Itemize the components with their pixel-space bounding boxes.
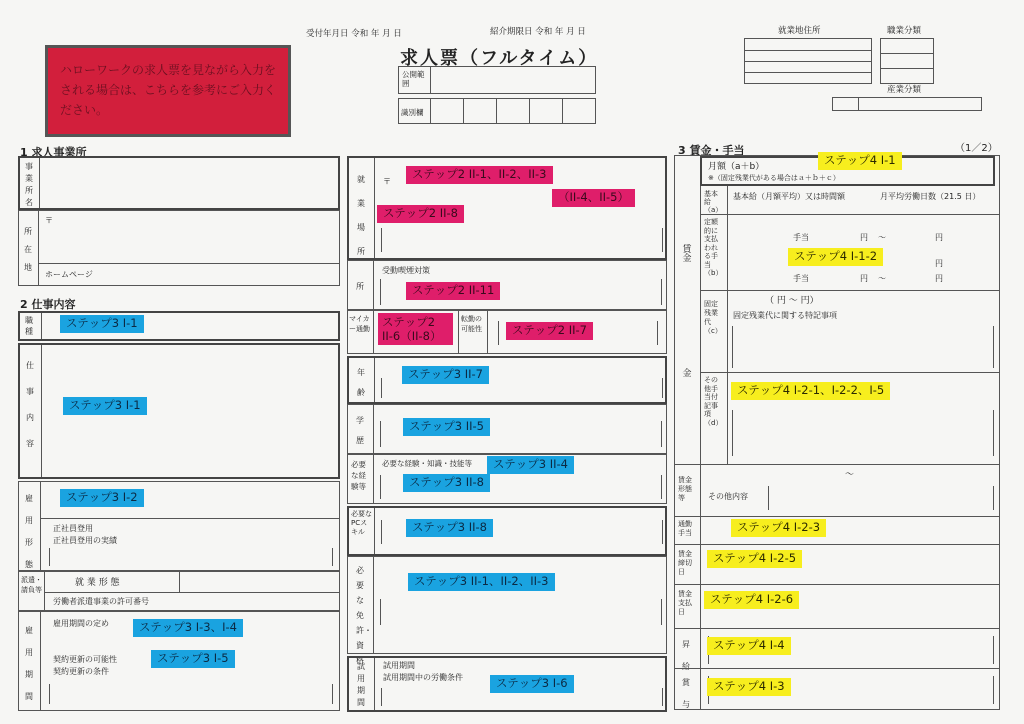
trial-conditions-label: 試用期間中の労働条件 — [383, 673, 463, 682]
other-content-label: その他内容 — [708, 492, 748, 501]
fixed-allow-label: 定額的に支払われる手当（b） — [704, 218, 723, 277]
step-highlight-renewal: ステップ3 I-5 — [151, 650, 235, 668]
step-highlight-workplace-2: （II-4、II-5） — [552, 189, 635, 207]
step-highlight-pc-skill: ステップ3 II-8 — [406, 519, 493, 537]
license-row — [347, 556, 667, 665]
trial-period-label: 試用期間 — [383, 661, 415, 670]
yen-4: 円 — [860, 274, 868, 283]
renewal-possible-label: 契約更新の可能性 — [53, 655, 117, 664]
dispatch-license-label: 労働者派遣事業の許可番号 — [53, 597, 149, 606]
step-highlight-closing: ステップ4 I-2-5 — [707, 550, 802, 568]
step-highlight-period-rule: ステップ3 I-3、I-4 — [133, 619, 243, 637]
yen-2: 円 — [935, 233, 943, 242]
step-highlight-smoking: ステップ2 II-11 — [406, 282, 500, 300]
commute-label: 通勤手当 — [678, 520, 692, 537]
employment-period-label: 雇用期間 — [19, 612, 41, 710]
mycar-label: マイカー通勤 — [348, 311, 374, 353]
step-highlight-workplace-3: ステップ2 II-8 — [377, 205, 464, 223]
renewal-conditions-label: 契約更新の条件 — [53, 667, 109, 676]
raise-label: 昇給 — [682, 640, 690, 671]
pc-skill-label: 必要なPCスキル — [349, 508, 375, 554]
fixed-overtime-label: 固定残業代（c） — [704, 300, 722, 335]
step-highlight-raise: ステップ4 I-4 — [707, 637, 791, 655]
employment-type-label: 雇用形態 — [19, 482, 41, 570]
industry-class-box — [832, 97, 982, 111]
step-highlight-payday: ステップ4 I-2-6 — [704, 591, 799, 609]
regular-hire-label: 正社員登用 — [53, 524, 93, 533]
address-postal: 〒 — [45, 216, 53, 225]
homepage-label: ホームページ — [45, 270, 93, 279]
transfer-label: 転勤の可能性 — [458, 311, 488, 353]
step-highlight-job-content: ステップ3 I-1 — [63, 397, 147, 415]
step-highlight-education: ステップ3 II-5 — [403, 418, 490, 436]
address-row — [18, 210, 340, 286]
pc-skill-row — [347, 506, 667, 556]
smoking-row: 所 受動喫煙対策 — [347, 260, 667, 310]
basic-text: 基本給（月額平均）又は時間額 — [733, 192, 845, 201]
regular-hire-record-label: 正社員登用の実績 — [53, 536, 117, 545]
work-location-label: 就業地住所 — [778, 26, 821, 36]
tilde-2: 〜 — [878, 274, 886, 283]
step-highlight-monthly: ステップ4 I-1 — [818, 152, 902, 170]
page-number: （1／2） — [955, 143, 998, 154]
license-label: 必要な免許・資格 — [348, 557, 374, 653]
dispatch-row — [18, 571, 340, 611]
id-label: 識別欄 — [399, 99, 431, 123]
step-highlight-fixed-allow: ステップ4 I-1-2 — [788, 248, 883, 266]
step-highlight-transfer: ステップ2 II-7 — [506, 322, 593, 340]
notice-text: ハローワークの求人票を見ながら入力をされる場合は、こちらを参考にご入力ください。 — [60, 63, 277, 117]
section3-title: 3 賃金・手当 — [678, 144, 745, 157]
job-type-label: 職種 — [20, 313, 42, 339]
public-range-box — [398, 66, 596, 94]
address-label: 所在地 — [19, 211, 39, 285]
step-highlight-commute: ステップ4 I-2-3 — [731, 519, 826, 537]
step-highlight-other-allow: ステップ4 I-2-1、I-2-2、I-5 — [731, 382, 890, 400]
work-form-label: 就 業 形 態 — [75, 578, 120, 588]
step-highlight-experience-2: ステップ3 II-8 — [403, 474, 490, 492]
step-highlight-license: ステップ3 II-1、II-2、II-3 — [408, 573, 555, 591]
monthly-label: 月額（a＋b） — [708, 162, 765, 172]
work-location-box — [744, 38, 872, 84]
notice-box — [45, 45, 291, 137]
closing-label: 賃金締切日 — [678, 550, 692, 576]
wage-form-label: 賃金形態等 — [678, 476, 692, 502]
step-highlight-employment-type: ステップ3 I-2 — [60, 489, 144, 507]
bonus-label: 賞与 — [682, 678, 690, 709]
workplace-label: 就業場所 — [349, 158, 375, 258]
public-range-label: 公開範囲 — [399, 67, 431, 93]
education-label: 学歴 — [348, 405, 374, 453]
basic-label: 基本給（a） — [704, 190, 723, 214]
experience-label: 必要な経験等 — [348, 455, 374, 503]
industry-class-label: 産業分類 — [887, 85, 922, 95]
smoking-label: 受動喫煙対策 — [382, 266, 430, 275]
payday-label: 賃金支払日 — [678, 590, 692, 616]
id-box — [398, 98, 596, 124]
step-highlight-experience-1: ステップ3 II-4 — [487, 456, 574, 474]
page-title: 求人票（フルタイム） — [400, 48, 599, 69]
other-allow-label: その他手当付記事項（d） — [704, 376, 723, 427]
period-rule-label: 雇用期間の定め — [53, 619, 109, 628]
yen-5: 円 — [935, 274, 943, 283]
yen-1: 円 — [860, 233, 868, 242]
office-name-label: 事業所名 — [20, 158, 40, 208]
monthly-note: ※（固定残業代がある場合はａ＋ｂ＋ｃ） — [708, 174, 840, 182]
avg-days: 月平均労働日数（21.5 日） — [880, 192, 981, 201]
trial-label: 試用期間 — [349, 658, 375, 710]
tilde-1: 〜 — [878, 233, 886, 242]
dispatch-label: 派遣・請負等 — [19, 572, 45, 610]
workplace-postal: 〒 — [383, 177, 391, 186]
wage-label: 賃金 — [682, 245, 692, 264]
section1-title: 1 求人事業所 — [20, 146, 87, 159]
age-row — [347, 356, 667, 404]
overtime-range: （ 円 〜 円） — [765, 296, 819, 306]
step-highlight-bonus: ステップ4 I-3 — [707, 678, 791, 696]
overtime-note: 固定残業代に関する特記事項 — [733, 311, 837, 320]
step-highlight-mycar: ステップ2 II-6（II-8） — [378, 313, 453, 345]
referral-deadline: 紹介期限日 令和 年 月 日 — [490, 27, 586, 37]
age-label: 年齢 — [349, 358, 375, 402]
job-class-box — [880, 38, 934, 84]
step-highlight-workplace-1: ステップ2 II-1、II-2、II-3 — [406, 166, 553, 184]
office-name-row — [18, 156, 340, 210]
experience-sub-label: 必要な経験・知識・技能等 — [382, 459, 472, 468]
yen-3: 円 — [935, 259, 943, 268]
step-highlight-job-type: ステップ3 I-1 — [60, 315, 144, 333]
allowance-2: 手当 — [793, 274, 809, 283]
allowance-1: 手当 — [793, 233, 809, 242]
step-highlight-age: ステップ3 II-7 — [402, 366, 489, 384]
education-row — [347, 404, 667, 454]
wage-form-tilde: 〜 — [845, 470, 855, 480]
job-class-label: 職業分類 — [887, 26, 922, 36]
job-content-label: 仕事内容 — [20, 345, 42, 477]
step-highlight-trial: ステップ3 I-6 — [490, 675, 574, 693]
received-date: 受付年月日 令和 年 月 日 — [306, 29, 402, 39]
section2-title: 2 仕事内容 — [20, 298, 76, 311]
